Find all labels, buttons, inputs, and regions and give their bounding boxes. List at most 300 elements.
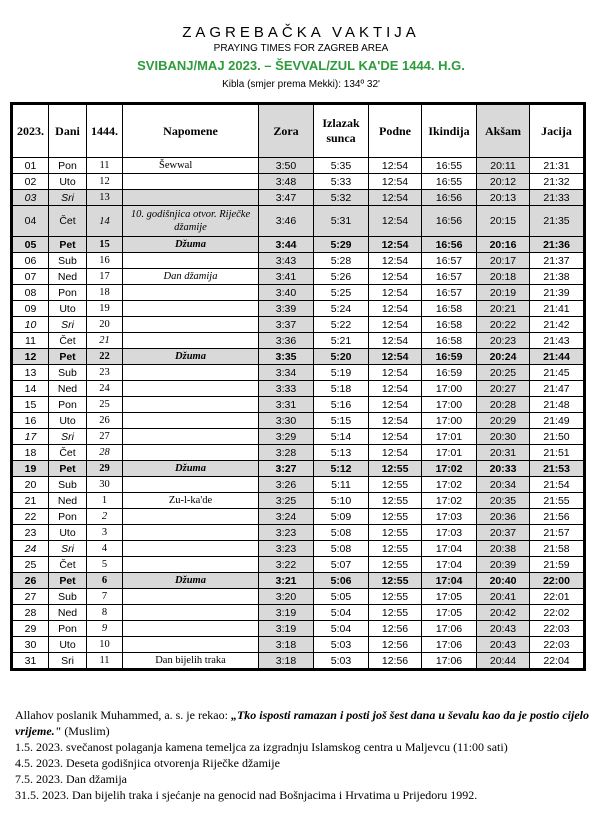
cell-podne: 12:54 [369, 349, 422, 365]
cell-hijri: 27 [87, 429, 123, 445]
table-row [13, 525, 584, 541]
cell-podne: 12:54 [369, 429, 422, 445]
cell-zora: 3:48 [259, 174, 314, 190]
cell-zora: 3:19 [259, 621, 314, 637]
cell-note [123, 557, 259, 573]
hadith-source: (Muslim) [61, 724, 110, 738]
cell-hijri: 24 [87, 381, 123, 397]
cell-date: 08 [13, 285, 49, 301]
table-row [13, 301, 584, 317]
hadith-prefix: Allahov poslanik Muhammed, a. s. je rekao: [15, 708, 231, 722]
col-header-podne: Podne [369, 105, 422, 158]
cell-note [123, 190, 259, 206]
cell-sunrise: 5:10 [314, 493, 369, 509]
cell-podne: 12:55 [369, 461, 422, 477]
cell-ikindija: 17:01 [422, 429, 477, 445]
cell-jacija: 22:03 [530, 621, 584, 637]
cell-aksam: 20:39 [477, 557, 530, 573]
cell-jacija: 21:51 [530, 445, 584, 461]
cell-podne: 12:54 [369, 381, 422, 397]
footer-note: 31.5. 2023. Dan bijelih traka i sjećanje na genocid nad Bošnjacima i Hrvatima u Prijedoru 1992. [15, 788, 478, 802]
cell-day: Sri [49, 541, 87, 557]
cell-zora: 3:28 [259, 445, 314, 461]
cell-note [123, 285, 259, 301]
footer-note: 4.5. 2023. Deseta godišnjica otvorenja Riječke džamije [15, 756, 280, 770]
cell-aksam: 20:43 [477, 637, 530, 653]
cell-ikindija: 16:58 [422, 333, 477, 349]
cell-aksam: 20:23 [477, 333, 530, 349]
cell-jacija: 21:35 [530, 206, 584, 237]
cell-hijri: 11 [87, 158, 123, 174]
cell-day: Ned [49, 605, 87, 621]
cell-jacija: 21:47 [530, 381, 584, 397]
cell-sunrise: 5:05 [314, 589, 369, 605]
cell-zora: 3:19 [259, 605, 314, 621]
cell-ikindija: 17:04 [422, 573, 477, 589]
cell-hijri: 16 [87, 253, 123, 269]
cell-podne: 12:54 [369, 253, 422, 269]
cell-jacija: 21:44 [530, 349, 584, 365]
cell-aksam: 20:36 [477, 509, 530, 525]
cell-date: 07 [13, 269, 49, 285]
cell-note: 10. godišnjica otvor. Riječke džamije [123, 206, 259, 237]
cell-zora: 3:47 [259, 190, 314, 206]
table-row [13, 174, 584, 190]
cell-day: Sri [49, 429, 87, 445]
cell-day: Uto [49, 525, 87, 541]
cell-sunrise: 5:28 [314, 253, 369, 269]
cell-day: Sub [49, 253, 87, 269]
cell-aksam: 20:25 [477, 365, 530, 381]
cell-date: 11 [13, 333, 49, 349]
cell-sunrise: 5:13 [314, 445, 369, 461]
cell-podne: 12:55 [369, 605, 422, 621]
cell-sunrise: 5:32 [314, 190, 369, 206]
cell-hijri: 20 [87, 317, 123, 333]
cell-zora: 3:44 [259, 237, 314, 253]
cell-ikindija: 17:02 [422, 477, 477, 493]
table-header-row [13, 105, 584, 158]
cell-sunrise: 5:08 [314, 541, 369, 557]
table-row [13, 413, 584, 429]
cell-podne: 12:55 [369, 509, 422, 525]
table-row [13, 461, 584, 477]
cell-date: 22 [13, 509, 49, 525]
cell-podne: 12:55 [369, 541, 422, 557]
cell-podne: 12:54 [369, 237, 422, 253]
table-row [13, 637, 584, 653]
cell-aksam: 20:37 [477, 525, 530, 541]
cell-zora: 3:31 [259, 397, 314, 413]
cell-date: 23 [13, 525, 49, 541]
cell-ikindija: 17:02 [422, 493, 477, 509]
col-header-zora: Zora [259, 105, 314, 158]
cell-ikindija: 16:57 [422, 285, 477, 301]
page-subtitle: PRAYING TIMES FOR ZAGREB AREA [213, 43, 389, 54]
cell-zora: 3:34 [259, 365, 314, 381]
cell-zora: 3:40 [259, 285, 314, 301]
cell-day: Uto [49, 413, 87, 429]
cell-note [123, 317, 259, 333]
cell-date: 31 [13, 653, 49, 669]
cell-day: Sri [49, 190, 87, 206]
table-row [13, 333, 584, 349]
cell-aksam: 20:24 [477, 349, 530, 365]
cell-aksam: 20:18 [477, 269, 530, 285]
cell-aksam: 20:33 [477, 461, 530, 477]
cell-ikindija: 17:00 [422, 381, 477, 397]
cell-ikindija: 16:59 [422, 349, 477, 365]
cell-date: 10 [13, 317, 49, 333]
cell-sunrise: 5:19 [314, 365, 369, 381]
cell-note [123, 413, 259, 429]
cell-date: 17 [13, 429, 49, 445]
cell-jacija: 21:39 [530, 285, 584, 301]
cell-podne: 12:55 [369, 557, 422, 573]
cell-hijri: 6 [87, 573, 123, 589]
cell-jacija: 21:59 [530, 557, 584, 573]
cell-podne: 12:54 [369, 445, 422, 461]
cell-podne: 12:54 [369, 174, 422, 190]
cell-sunrise: 5:22 [314, 317, 369, 333]
cell-ikindija: 17:00 [422, 413, 477, 429]
cell-date: 05 [13, 237, 49, 253]
cell-hijri: 30 [87, 477, 123, 493]
cell-date: 30 [13, 637, 49, 653]
cell-aksam: 20:21 [477, 301, 530, 317]
cell-aksam: 20:28 [477, 397, 530, 413]
table-row [13, 158, 584, 174]
cell-aksam: 20:17 [477, 253, 530, 269]
cell-hijri: 17 [87, 269, 123, 285]
cell-hijri: 26 [87, 413, 123, 429]
cell-date: 27 [13, 589, 49, 605]
cell-sunrise: 5:06 [314, 573, 369, 589]
cell-day: Uto [49, 637, 87, 653]
cell-note [123, 509, 259, 525]
cell-note [123, 397, 259, 413]
cell-hijri: 10 [87, 637, 123, 653]
cell-podne: 12:55 [369, 493, 422, 509]
cell-ikindija: 17:03 [422, 509, 477, 525]
table-row [13, 190, 584, 206]
cell-sunrise: 5:07 [314, 557, 369, 573]
cell-jacija: 21:57 [530, 525, 584, 541]
cell-hijri: 19 [87, 301, 123, 317]
cell-day: Sri [49, 653, 87, 669]
col-header-sunrise: Izlazak sunca [314, 105, 369, 158]
prayer-times-table [12, 104, 584, 669]
cell-aksam: 20:13 [477, 190, 530, 206]
cell-hijri: 23 [87, 365, 123, 381]
cell-day: Uto [49, 174, 87, 190]
table-row [13, 253, 584, 269]
cell-aksam: 20:41 [477, 589, 530, 605]
cell-podne: 12:54 [369, 333, 422, 349]
cell-jacija: 21:56 [530, 509, 584, 525]
cell-zora: 3:25 [259, 493, 314, 509]
cell-ikindija: 16:55 [422, 174, 477, 190]
cell-aksam: 20:27 [477, 381, 530, 397]
cell-hijri: 4 [87, 541, 123, 557]
cell-note: Zu-l-ka'de [123, 493, 259, 509]
month-heading: SVIBANJ/MAJ 2023. – ŠEVVAL/ZUL KA'DE 1444. H.G. [137, 58, 465, 73]
cell-note [123, 301, 259, 317]
cell-sunrise: 5:12 [314, 461, 369, 477]
col-header-aksam: Akšam [477, 105, 530, 158]
cell-note [123, 333, 259, 349]
table-row [13, 429, 584, 445]
cell-day: Pon [49, 621, 87, 637]
cell-zora: 3:29 [259, 429, 314, 445]
cell-podne: 12:54 [369, 190, 422, 206]
cell-zora: 3:20 [259, 589, 314, 605]
cell-date: 16 [13, 413, 49, 429]
col-header-notes: Napomene [123, 105, 259, 158]
cell-sunrise: 5:35 [314, 158, 369, 174]
cell-date: 13 [13, 365, 49, 381]
cell-podne: 12:55 [369, 525, 422, 541]
cell-note [123, 525, 259, 541]
cell-note [123, 381, 259, 397]
cell-date: 19 [13, 461, 49, 477]
table-row [13, 349, 584, 365]
cell-sunrise: 5:31 [314, 206, 369, 237]
cell-jacija: 21:37 [530, 253, 584, 269]
cell-day: Pon [49, 158, 87, 174]
cell-jacija: 21:41 [530, 301, 584, 317]
cell-note: Dan bijelih traka [123, 653, 259, 669]
table-row [13, 317, 584, 333]
cell-sunrise: 5:14 [314, 429, 369, 445]
cell-date: 20 [13, 477, 49, 493]
cell-hijri: 21 [87, 333, 123, 349]
cell-date: 09 [13, 301, 49, 317]
cell-jacija: 21:54 [530, 477, 584, 493]
cell-sunrise: 5:04 [314, 621, 369, 637]
cell-note [123, 365, 259, 381]
table-row [13, 557, 584, 573]
cell-ikindija: 16:57 [422, 253, 477, 269]
cell-sunrise: 5:16 [314, 397, 369, 413]
cell-ikindija: 16:56 [422, 190, 477, 206]
cell-ikindija: 17:05 [422, 605, 477, 621]
cell-zora: 3:41 [259, 269, 314, 285]
cell-ikindija: 17:06 [422, 621, 477, 637]
cell-aksam: 20:43 [477, 621, 530, 637]
cell-note: Šewwal [123, 158, 259, 174]
cell-day: Ned [49, 381, 87, 397]
cell-zora: 3:46 [259, 206, 314, 237]
prayer-times-table-wrapper [12, 104, 584, 669]
col-header-day: Dani [49, 105, 87, 158]
table-row [13, 509, 584, 525]
table-row [13, 477, 584, 493]
cell-ikindija: 16:56 [422, 206, 477, 237]
cell-aksam: 20:34 [477, 477, 530, 493]
cell-zora: 3:23 [259, 541, 314, 557]
cell-day: Sub [49, 589, 87, 605]
cell-sunrise: 5:03 [314, 637, 369, 653]
col-header-jacija: Jacija [530, 105, 584, 158]
table-row [13, 589, 584, 605]
cell-jacija: 21:31 [530, 158, 584, 174]
cell-podne: 12:55 [369, 477, 422, 493]
cell-jacija: 21:58 [530, 541, 584, 557]
cell-zora: 3:39 [259, 301, 314, 317]
cell-date: 29 [13, 621, 49, 637]
cell-hijri: 9 [87, 621, 123, 637]
cell-aksam: 20:38 [477, 541, 530, 557]
cell-sunrise: 5:24 [314, 301, 369, 317]
cell-sunrise: 5:08 [314, 525, 369, 541]
cell-ikindija: 17:01 [422, 445, 477, 461]
cell-jacija: 21:53 [530, 461, 584, 477]
cell-jacija: 21:38 [530, 269, 584, 285]
cell-zora: 3:23 [259, 525, 314, 541]
cell-podne: 12:54 [369, 397, 422, 413]
cell-day: Pon [49, 285, 87, 301]
cell-podne: 12:54 [369, 158, 422, 174]
cell-sunrise: 5:25 [314, 285, 369, 301]
cell-note [123, 445, 259, 461]
cell-day: Pon [49, 509, 87, 525]
cell-hijri: 29 [87, 461, 123, 477]
cell-hijri: 1 [87, 493, 123, 509]
cell-date: 12 [13, 349, 49, 365]
footer-note: 7.5. 2023. Dan džamija [15, 772, 127, 786]
cell-ikindija: 17:00 [422, 397, 477, 413]
cell-sunrise: 5:20 [314, 349, 369, 365]
cell-ikindija: 16:58 [422, 301, 477, 317]
footer-notes [15, 707, 590, 803]
cell-jacija: 21:50 [530, 429, 584, 445]
cell-note [123, 621, 259, 637]
cell-sunrise: 5:33 [314, 174, 369, 190]
cell-sunrise: 5:03 [314, 653, 369, 669]
cell-podne: 12:54 [369, 413, 422, 429]
cell-jacija: 21:32 [530, 174, 584, 190]
cell-hijri: 14 [87, 206, 123, 237]
cell-podne: 12:56 [369, 637, 422, 653]
cell-note: Dan džamija [123, 269, 259, 285]
cell-sunrise: 5:15 [314, 413, 369, 429]
cell-jacija: 21:43 [530, 333, 584, 349]
cell-hijri: 28 [87, 445, 123, 461]
cell-ikindija: 17:02 [422, 461, 477, 477]
kibla-direction: Kibla (smjer prema Mekki): 134º 32' [222, 79, 380, 90]
cell-jacija: 21:36 [530, 237, 584, 253]
cell-jacija: 21:33 [530, 190, 584, 206]
footer-note: 1.5. 2023. svečanost polaganja kamena temeljca za izgradnju Islamskog centra u Maljevcu (11:00 sati) [15, 740, 508, 754]
cell-day: Sub [49, 477, 87, 493]
cell-ikindija: 17:04 [422, 541, 477, 557]
cell-sunrise: 5:11 [314, 477, 369, 493]
cell-day: Čet [49, 206, 87, 237]
cell-date: 21 [13, 493, 49, 509]
table-row [13, 653, 584, 669]
cell-date: 26 [13, 573, 49, 589]
table-row [13, 269, 584, 285]
cell-sunrise: 5:21 [314, 333, 369, 349]
cell-day: Čet [49, 445, 87, 461]
cell-day: Pet [49, 237, 87, 253]
table-body [13, 158, 584, 669]
cell-podne: 12:54 [369, 269, 422, 285]
cell-note [123, 637, 259, 653]
cell-podne: 12:56 [369, 653, 422, 669]
cell-podne: 12:54 [369, 285, 422, 301]
cell-zora: 3:24 [259, 509, 314, 525]
cell-hijri: 5 [87, 557, 123, 573]
cell-zora: 3:36 [259, 333, 314, 349]
cell-hijri: 13 [87, 190, 123, 206]
cell-aksam: 20:11 [477, 158, 530, 174]
cell-aksam: 20:12 [477, 174, 530, 190]
cell-ikindija: 16:58 [422, 317, 477, 333]
cell-date: 04 [13, 206, 49, 237]
cell-aksam: 20:16 [477, 237, 530, 253]
cell-aksam: 20:19 [477, 285, 530, 301]
table-row [13, 445, 584, 461]
col-header-hijri: 1444. [87, 105, 123, 158]
cell-zora: 3:35 [259, 349, 314, 365]
cell-aksam: 20:40 [477, 573, 530, 589]
cell-zora: 3:43 [259, 253, 314, 269]
cell-hijri: 25 [87, 397, 123, 413]
cell-zora: 3:18 [259, 653, 314, 669]
hadith-line [15, 707, 590, 739]
table-row [13, 381, 584, 397]
cell-note [123, 605, 259, 621]
cell-podne: 12:54 [369, 206, 422, 237]
cell-ikindija: 17:05 [422, 589, 477, 605]
cell-day: Pet [49, 461, 87, 477]
table-row [13, 206, 584, 237]
cell-day: Pet [49, 349, 87, 365]
cell-jacija: 22:04 [530, 653, 584, 669]
cell-zora: 3:27 [259, 461, 314, 477]
table-row [13, 541, 584, 557]
cell-note [123, 589, 259, 605]
cell-day: Uto [49, 301, 87, 317]
cell-sunrise: 5:26 [314, 269, 369, 285]
cell-day: Ned [49, 493, 87, 509]
cell-hijri: 11 [87, 653, 123, 669]
cell-hijri: 15 [87, 237, 123, 253]
cell-jacija: 21:49 [530, 413, 584, 429]
col-header-ikindija: Ikindija [422, 105, 477, 158]
cell-date: 14 [13, 381, 49, 397]
hadith-quote: „Tko isposti ramazan i posti još šest dana u ševalu kao da je postio cijelo vrijeme." [15, 708, 589, 738]
cell-date: 28 [13, 605, 49, 621]
cell-zora: 3:26 [259, 477, 314, 493]
cell-sunrise: 5:09 [314, 509, 369, 525]
cell-aksam: 20:30 [477, 429, 530, 445]
cell-note [123, 429, 259, 445]
cell-note: Džuma [123, 237, 259, 253]
cell-zora: 3:50 [259, 158, 314, 174]
cell-date: 02 [13, 174, 49, 190]
cell-hijri: 22 [87, 349, 123, 365]
cell-sunrise: 5:18 [314, 381, 369, 397]
cell-jacija: 22:02 [530, 605, 584, 621]
cell-sunrise: 5:29 [314, 237, 369, 253]
cell-hijri: 2 [87, 509, 123, 525]
cell-jacija: 22:03 [530, 637, 584, 653]
cell-podne: 12:54 [369, 301, 422, 317]
cell-jacija: 21:48 [530, 397, 584, 413]
